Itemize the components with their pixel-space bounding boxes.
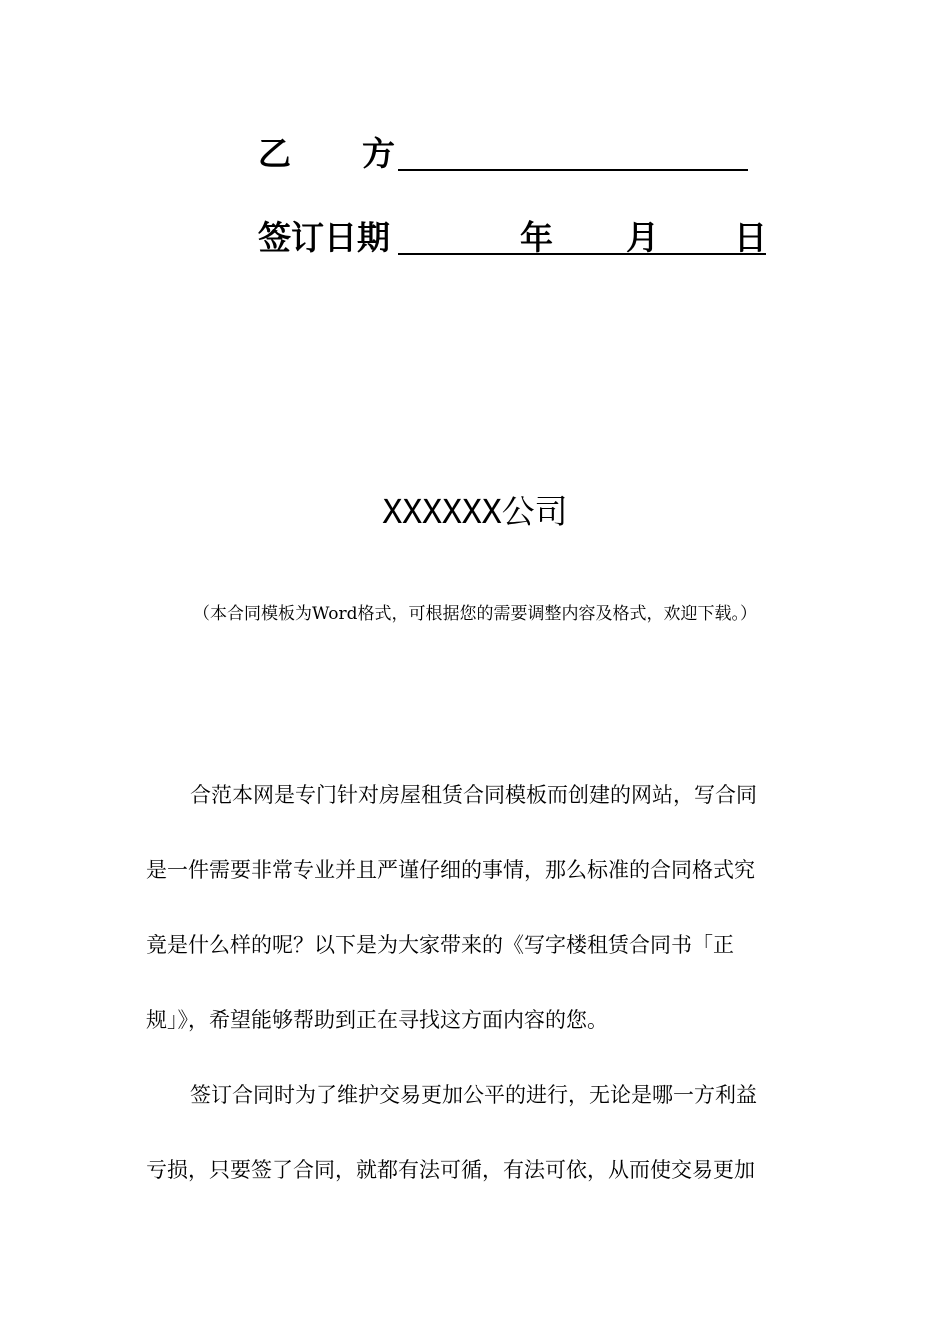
signing-date-blank — [398, 253, 766, 255]
signing-date-label: 签订日期 — [258, 218, 390, 257]
body-paragraph-1 — [146, 758, 796, 1058]
company-name: XXXXXX公司 — [382, 492, 568, 531]
year-label: 年 — [520, 218, 553, 257]
paragraph-line: 亏损，只要签了合同，就都有法可循，有法可依，从而使交易更加 — [146, 1158, 755, 1182]
paragraph-line: 是一件需要非常专业并且严谨仔细的事情，那么标准的合同格式究 — [146, 858, 755, 882]
body-paragraph-2 — [146, 1058, 796, 1208]
paragraph-line: 合范本网是专门针对房屋租赁合同模板而创建的网站，写合同 — [190, 783, 757, 807]
paragraph-line: 规」》，希望能够帮助到正在寻找这方面内容的您。 — [146, 1008, 608, 1032]
party-b-blank — [398, 169, 748, 171]
template-note: （本合同模板为Word格式，可根据您的需要调整内容及格式，欢迎下载。） — [192, 604, 758, 624]
month-label: 月 — [626, 218, 659, 257]
paragraph-line: 签订合同时为了维护交易更加公平的进行，无论是哪一方利益 — [190, 1083, 757, 1107]
party-b-label-char-1: 乙 — [258, 134, 291, 173]
party-b-label-char-2: 方 — [362, 134, 395, 173]
day-label: 日 — [734, 218, 767, 257]
paragraph-line: 竟是什么样的呢？以下是为大家带来的《写字楼租赁合同书「正 — [146, 933, 734, 957]
